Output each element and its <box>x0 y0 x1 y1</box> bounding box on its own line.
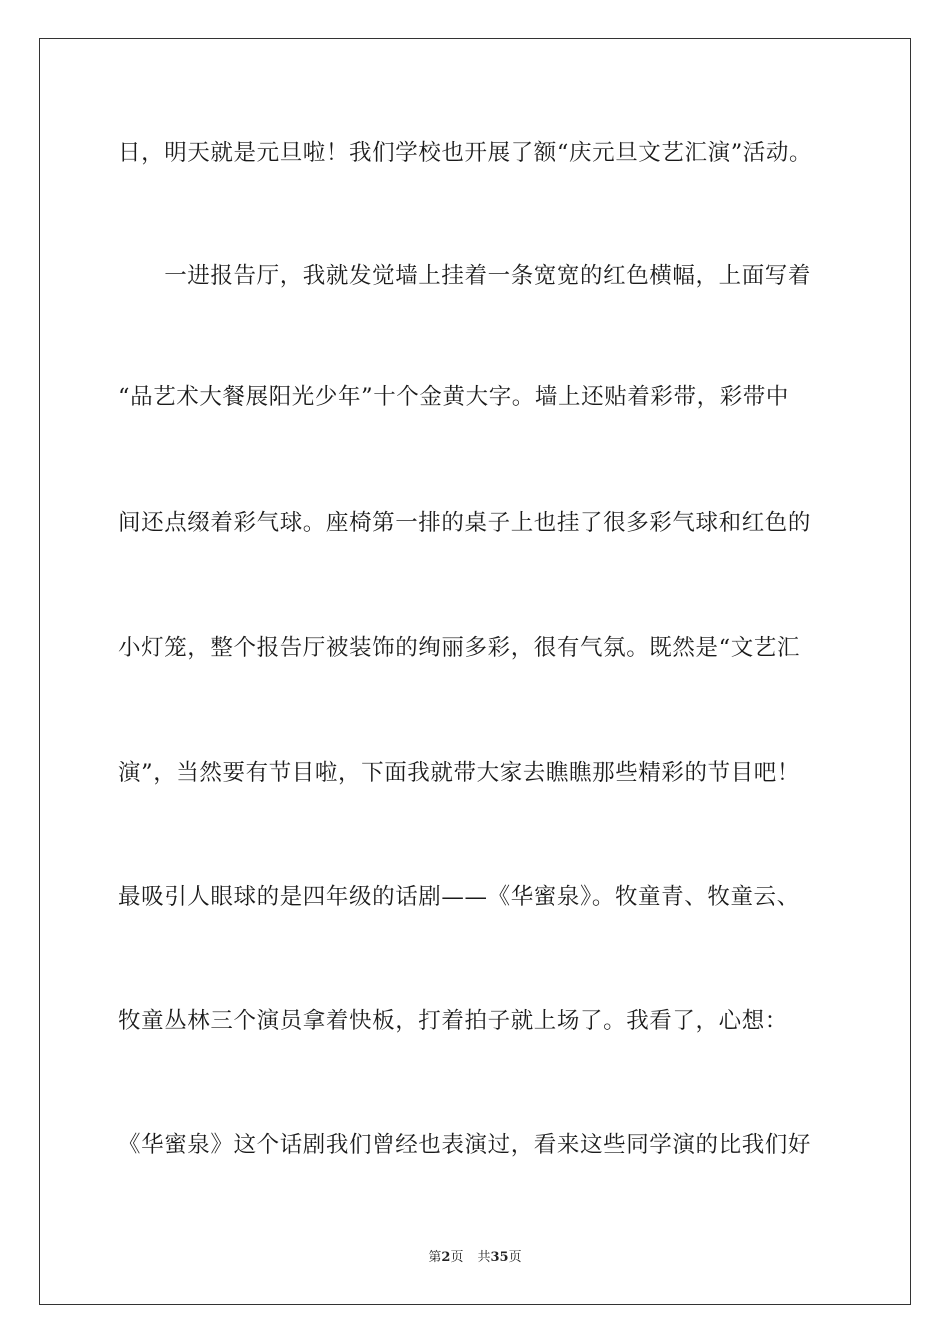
paragraph-line: 小灯笼，整个报告厅被装饰的绚丽多彩，很有气氛。既然是“文艺汇 <box>118 635 801 661</box>
page-number: 2 <box>441 1250 451 1265</box>
paragraph-line: 最吸引人眼球的是四年级的话剧——《华蜜泉》。牧童青、牧童云、 <box>118 884 800 910</box>
total-pages: 35 <box>490 1250 509 1265</box>
page-footer <box>0 1246 950 1265</box>
paragraph-line: “品艺术大餐展阳光少年”十个金黄大字。墙上还贴着彩带，彩带中 <box>118 384 790 410</box>
paragraph-line: 牧童丛林三个演员拿着快板，打着拍子就上场了。我看了，心想： <box>118 1008 788 1034</box>
page-prefix: 第 <box>428 1250 442 1265</box>
paragraph-line: 一进报告厅，我就发觉墙上挂着一条宽宽的红色横幅，上面写着 <box>118 263 812 289</box>
total-suffix: 页 <box>508 1250 522 1265</box>
paragraph-line: 演”，当然要有节目啦，下面我就带大家去瞧瞧那些精彩的节目吧！ <box>118 760 801 786</box>
page-suffix: 页 <box>450 1250 464 1265</box>
page-border <box>39 38 911 1305</box>
paragraph-line: 《华蜜泉》这个话剧我们曾经也表演过，看来这些同学演的比我们好 <box>118 1132 812 1158</box>
paragraph-line: 间还点缀着彩气球。座椅第一排的桌子上也挂了很多彩气球和红色的 <box>118 510 812 536</box>
total-prefix: 共 <box>477 1250 491 1265</box>
paragraph-line: 日，明天就是元旦啦！我们学校也开展了额“庆元旦文艺汇演”活动。 <box>118 140 813 166</box>
